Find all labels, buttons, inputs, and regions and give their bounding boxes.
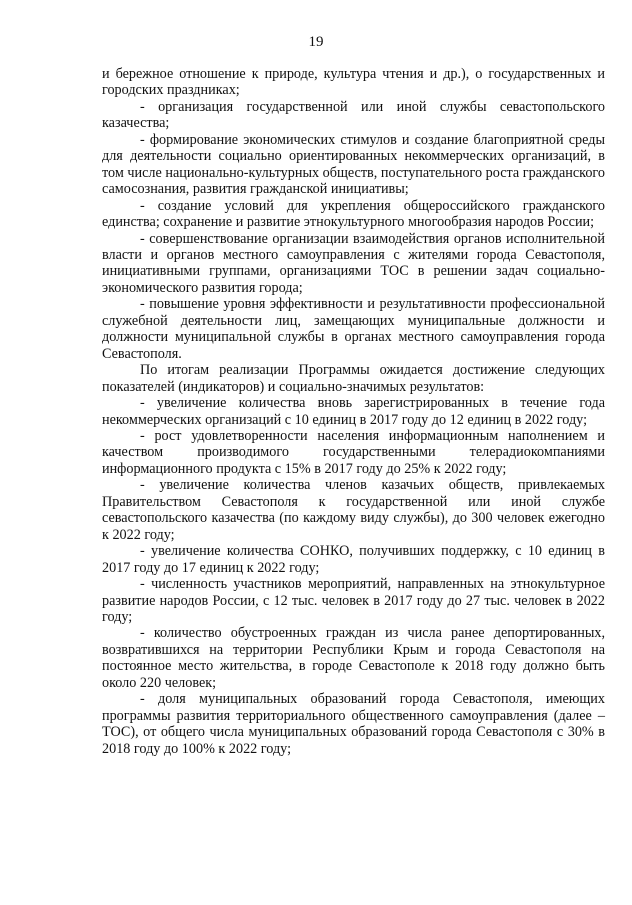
paragraph: - рост удовлетворенности населения информационным наполнением и качеством производимого государственными телерадиокомпаниями информационного продукта с 15% в 2017 году до 25% к 2022 году; xyxy=(102,427,605,477)
document-body xyxy=(102,66,605,757)
paragraph: - увеличение количества членов казачьих обществ, привлекаемых Правительством Севастополя к государственной или иной службе севастопольского казачества (по каждому виду службы), до 300 человек ежегодно к 2022 году; xyxy=(102,477,605,543)
paragraph: - увеличение количества СОНКО, получивших поддержку, с 10 единиц в 2017 году до 17 единиц к 2022 году; xyxy=(102,543,605,576)
paragraph: - численность участников мероприятий, направленных на этнокультурное развитие народов России, с 12 тыс. человек в 2017 году до 27 тыс. человек в 2022 году; xyxy=(102,576,605,625)
page-number: 19 xyxy=(308,34,324,50)
paragraph: - доля муниципальных образований города Севастополя, имеющих программы развития территориального общественного самоуправления (далее – ТОС), от общего числа муниципальных образований города Севастополя с 30% в 2018 году до 100% к 2022 году; xyxy=(102,691,605,757)
paragraph: - создание условий для укрепления общероссийского гражданского единства; сохранение и развитие этнокультурного многообразия народов России; xyxy=(102,197,605,231)
paragraph: - организация государственной или иной службы севастопольского казачества; xyxy=(102,98,605,132)
paragraph: - формирование экономических стимулов и создание благоприятной среды для деятельности социально ориентированных некоммерческих организаций, в том числе национально-культурных обществ, поступательного роста гражданского самосознания, развития гражданской инициативы; xyxy=(102,131,605,198)
paragraph: и бережное отношение к природе, культура чтения и др.), о государственных и городских праздниках; xyxy=(102,66,605,99)
paragraph: - повышение уровня эффективности и результативности профессиональной служебной деятельности лиц, замещающих муниципальные должности и должности муниципальной службы в органах местного самоуправления города Севастополя. xyxy=(102,296,605,362)
paragraph: - количество обустроенных граждан из числа ранее депортированных, возвратившихся на территории Республики Крым и города Севастополя на постоянное место жительства, в городе Севастополе к 2018 году должно быть около 220 человек; xyxy=(102,625,605,691)
paragraph: - увеличение количества вновь зарегистрированных в течение года некоммерческих организаций с 10 единиц в 2017 году до 12 единиц в 2022 году; xyxy=(102,395,605,428)
paragraph: По итогам реализации Программы ожидается достижение следующих показателей (индикаторов) и социально-значимых результатов: xyxy=(102,362,605,395)
paragraph: - совершенствование организации взаимодействия органов исполнительной власти и органов местного самоуправления с жителями города Севастополя, инициативными группами, организациями ТОС в решении задач социально-экономического развития города; xyxy=(102,230,605,296)
